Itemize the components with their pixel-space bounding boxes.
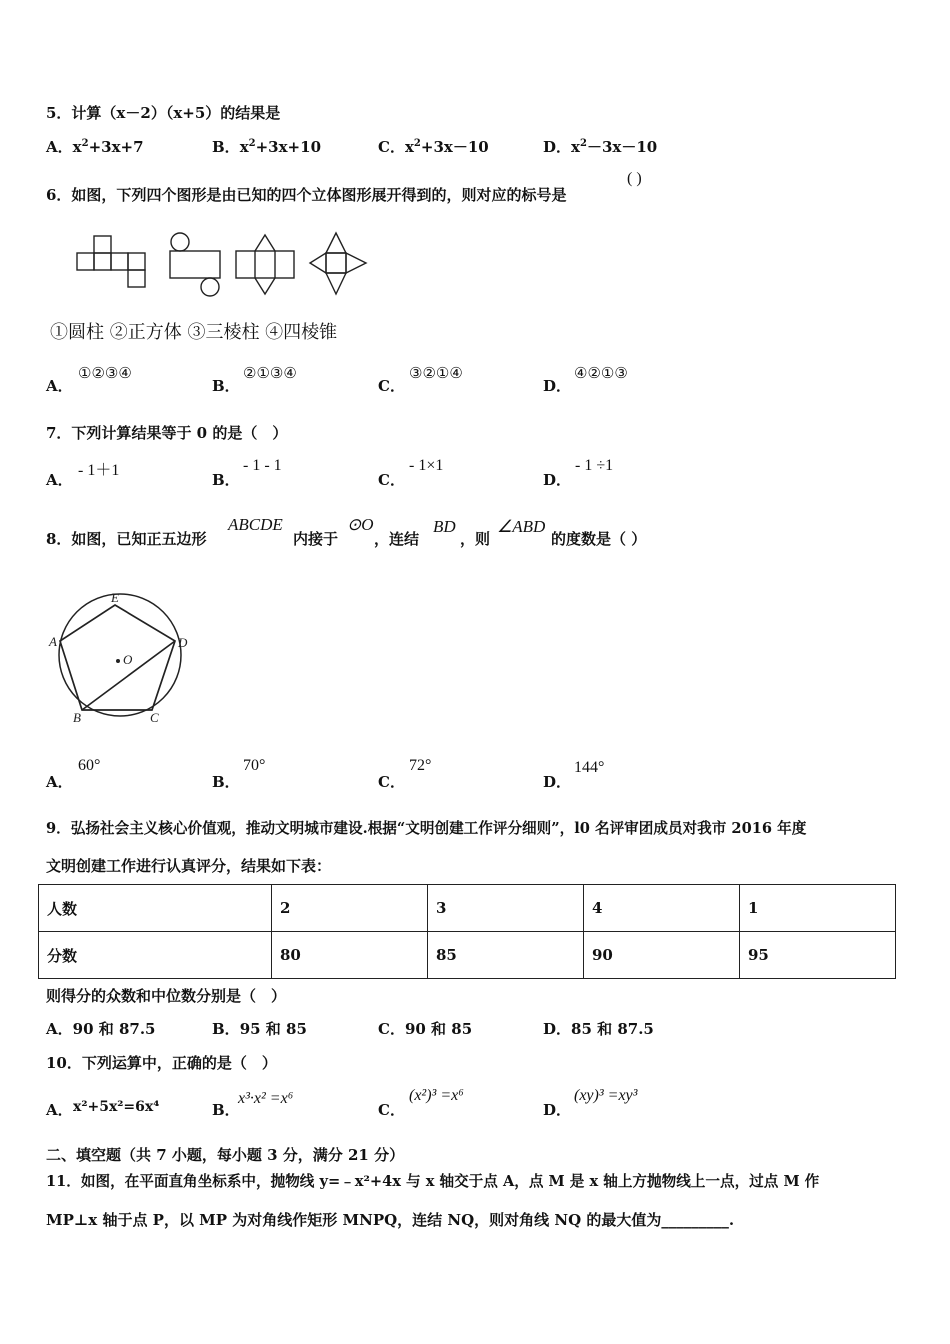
- table-cell: 分数: [39, 932, 272, 979]
- q8-option-c-letter: C．: [378, 773, 405, 791]
- label-c: C: [150, 710, 159, 725]
- q9-line1: 9．弘扬社会主义核心价值观，推动文明城市建设.根据“文明创建工作评分细则”，l0 名评审团成员对我市 2016 年度: [46, 820, 807, 837]
- q7-option-c-letter: C．: [378, 471, 405, 489]
- q8-option-d-letter: D．: [543, 773, 572, 791]
- center-dot: [116, 659, 120, 663]
- q10-option-b-letter: B．: [212, 1101, 240, 1119]
- q10-option-d-value: (xy)³ =xy³: [574, 1087, 638, 1104]
- q6-option-d-letter: D．: [543, 377, 572, 395]
- q11-line1: 11．如图，在平面直角坐标系中，抛物线 y=﹣x²+4x 与 x 轴交于点 A，点 M 是 x 轴上方抛物线上一点，过点 M 作: [46, 1173, 820, 1190]
- q8-stem-c: ，连结: [374, 530, 420, 548]
- label-b: B: [73, 710, 81, 725]
- q5-option-b: B．$x^2+3x+10$: [212, 138, 321, 156]
- q10-option-a-value: x²+5x²=6x⁴: [73, 1099, 160, 1115]
- q7-option-a-value: - 1＋1: [78, 462, 120, 479]
- table-cell: 90: [584, 932, 740, 979]
- q11-line2: MP⊥x 轴于点 P，以 MP 为对角线作矩形 MNPQ，连结 NQ，则对角线 NQ 的最大值为_________.: [46, 1211, 735, 1229]
- q8-stem-e: 的度数是（ ）: [551, 530, 647, 548]
- q5-stem: 5．计算（x－2）（x+5）的结果是: [46, 104, 281, 122]
- q8-stem-a: 8．如图，已知正五边形: [46, 530, 207, 548]
- pyramid-net: [310, 233, 366, 294]
- q8-pentagon-figure: [42, 585, 202, 730]
- q6-paren: ( ): [627, 170, 642, 187]
- table-cell: 95: [740, 932, 896, 979]
- q9-option-c: C．90 和 85: [378, 1020, 473, 1038]
- q7-option-d-value: - 1 ÷1: [575, 457, 614, 474]
- q7-option-d-letter: D．: [543, 471, 572, 489]
- label-e: E: [111, 590, 119, 605]
- q6-option-b-letter: B．: [212, 377, 240, 395]
- q9-score-table: [38, 884, 896, 979]
- q5-option-a: A．$x^2+3x+7$: [46, 138, 144, 156]
- q9-line2: 文明创建工作进行认真评分，结果如下表：: [46, 857, 332, 875]
- q9-after: 则得分的众数和中位数分别是（ ）: [46, 987, 287, 1005]
- q6-legend: ①圆柱 ②正方体 ③三棱柱 ④四棱锥: [50, 322, 338, 343]
- q8-option-d-value: 144°: [574, 759, 605, 776]
- table-cell: 4: [584, 885, 740, 932]
- q8-seg: BD: [433, 517, 456, 536]
- label-a: A: [49, 634, 57, 649]
- section2-title: 二、填空题（共 7 小题，每小题 3 分，满分 21 分）: [46, 1146, 405, 1164]
- q7-option-b-letter: B．: [212, 471, 240, 489]
- label-d: D: [178, 635, 188, 650]
- q10-option-c-value: (x²)³ =x⁶: [409, 1087, 464, 1104]
- q6-option-c-letter: C．: [378, 377, 405, 395]
- q6-option-a-letter: A．: [46, 377, 73, 395]
- q6-option-d-value: ④②①③: [574, 364, 628, 382]
- q8-option-b-letter: B．: [212, 773, 240, 791]
- q7-option-c-value: - 1×1: [409, 457, 444, 474]
- table-row: [39, 932, 896, 979]
- q6-option-a-value: ①②③④: [78, 364, 132, 382]
- q7-option-b-value: - 1 - 1: [243, 457, 282, 474]
- q6-stem: 6．如图，下列四个图形是由已知的四个立体图形展开得到的，则对应的标号是: [46, 186, 567, 204]
- q8-stem-d: ，则: [460, 530, 491, 548]
- q5-option-d: D．$x^2-3x-10$: [543, 138, 658, 156]
- table-cell: 3: [428, 885, 584, 932]
- q8-option-a-letter: A．: [46, 773, 73, 791]
- prism-net: [236, 235, 294, 294]
- q8-circle: ⊙O: [347, 515, 374, 534]
- q6-option-c-value: ③②①④: [409, 364, 463, 382]
- q8-option-b-value: 70°: [243, 757, 266, 774]
- table-cell: 80: [272, 932, 428, 979]
- table-cell: 1: [740, 885, 896, 932]
- table-row: [39, 885, 896, 932]
- q10-option-c-letter: C．: [378, 1101, 405, 1119]
- q10-option-d-letter: D．: [543, 1101, 572, 1119]
- q5-option-c: C．$x^2+3x-10$: [378, 138, 489, 156]
- q8-angle: ∠ABD: [497, 517, 546, 536]
- label-o: O: [123, 652, 133, 667]
- cylinder-net: [170, 233, 220, 296]
- q9-option-b: B．95 和 85: [212, 1020, 307, 1038]
- q8-stem-b: 内接于: [293, 530, 339, 548]
- pentagon-abcde: [60, 605, 175, 710]
- table-cell: 2: [272, 885, 428, 932]
- q9-option-a: A．90 和 87.5: [46, 1020, 156, 1038]
- q6-option-b-value: ②①③④: [243, 364, 297, 382]
- q9-option-d: D．85 和 87.5: [543, 1020, 654, 1038]
- table-cell: 人数: [39, 885, 272, 932]
- q7-option-a-letter: A．: [46, 471, 73, 489]
- cube-net: [77, 236, 145, 287]
- q8-poly: ABCDE: [228, 515, 283, 534]
- q10-option-b-value: x³·x² =x⁶: [238, 1090, 294, 1107]
- q6-nets-figure: [70, 228, 370, 300]
- q8-option-a-value: 60°: [78, 757, 101, 774]
- q10-stem: 10．下列运算中，正确的是（ ）: [46, 1054, 277, 1072]
- q7-stem: 7．下列计算结果等于 0 的是（ ）: [46, 424, 288, 442]
- table-cell: 85: [428, 932, 584, 979]
- q10-option-a-letter: A．: [46, 1101, 73, 1119]
- q8-option-c-value: 72°: [409, 757, 432, 774]
